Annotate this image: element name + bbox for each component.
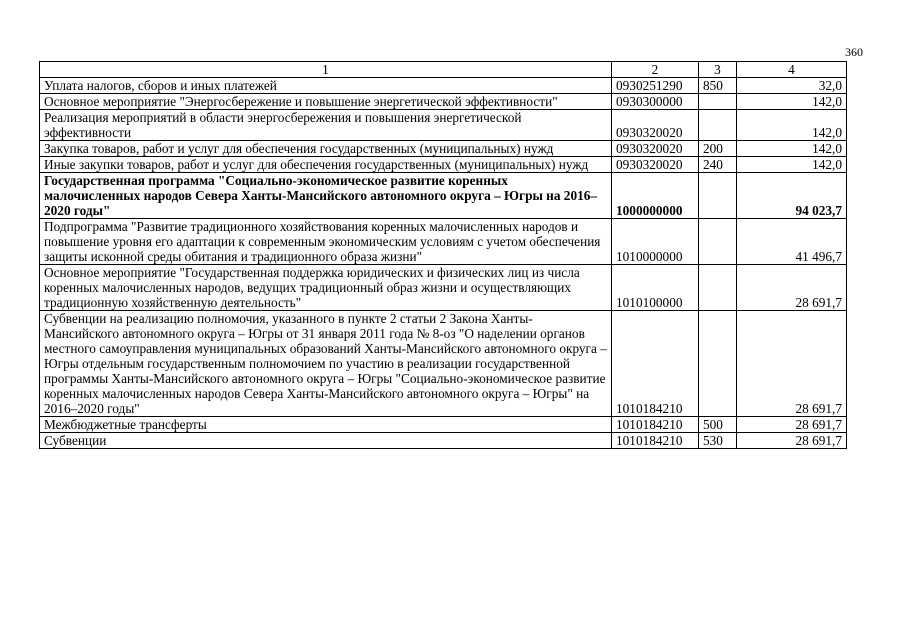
table-row — [40, 78, 847, 94]
expense-type-cell: 200 — [699, 141, 737, 157]
name-cell: Основное мероприятие "Энергосбережение и повышение энергетической эффективности" — [40, 94, 612, 110]
amount-cell: 94 023,7 — [737, 173, 847, 219]
header-row — [40, 62, 847, 78]
expense-type-cell: 500 — [699, 417, 737, 433]
table-row — [40, 94, 847, 110]
amount-cell: 28 691,7 — [737, 433, 847, 449]
code-cell: 0930320020 — [612, 157, 699, 173]
name-cell: Субвенции на реализацию полномочия, указанного в пункте 2 статьи 2 Закона Ханты-Мансийского автономного округа – Югры от 31 января 2011 года № 8-оз "О наделении органов местного самоуправления муниципальных образований Ханты-Мансийского автономного округа – Югры отдельным государственным полномочием по участию в реализации государственной программы Ханты-Мансийского автономного округа – Югры "Социально-экономическое развитие коренных малочисленных народов Севера Ханты-Мансийского автономного округа – Югры" на 2016–2020 годы" — [40, 311, 612, 417]
code-cell: 0930320020 — [612, 110, 699, 141]
expense-type-cell — [699, 173, 737, 219]
header-cell-2: 2 — [612, 62, 699, 78]
expense-type-cell: 850 — [699, 78, 737, 94]
table-row — [40, 433, 847, 449]
amount-cell: 41 496,7 — [737, 219, 847, 265]
name-cell: Государственная программа "Социально-экономическое развитие коренных малочисленных народов Севера Ханты-Мансийского автономного округа – Югры на 2016–2020 годы" — [40, 173, 612, 219]
header-cell-4: 4 — [737, 62, 847, 78]
code-cell: 1010184210 — [612, 417, 699, 433]
table-row — [40, 265, 847, 311]
amount-cell: 142,0 — [737, 157, 847, 173]
expense-type-cell — [699, 265, 737, 311]
code-cell: 1010100000 — [612, 265, 699, 311]
name-cell: Подпрограмма "Развитие традиционного хозяйствования коренных малочисленных народов и повышение уровня его адаптации к современным экономическим условиям с учетом обеспечения защиты исконной среды обитания и традиционного образа жизни" — [40, 219, 612, 265]
page-number: 360 — [845, 45, 863, 59]
code-cell: 1010000000 — [612, 219, 699, 265]
name-cell: Реализация мероприятий в области энергосбережения и повышения энергетической эффективности — [40, 110, 612, 141]
expense-type-cell: 530 — [699, 433, 737, 449]
code-cell: 0930300000 — [612, 94, 699, 110]
table-row — [40, 157, 847, 173]
amount-cell: 32,0 — [737, 78, 847, 94]
name-cell: Уплата налогов, сборов и иных платежей — [40, 78, 612, 94]
amount-cell: 142,0 — [737, 94, 847, 110]
table-row — [40, 417, 847, 433]
name-cell: Иные закупки товаров, работ и услуг для обеспечения государственных (муниципальных) нужд — [40, 157, 612, 173]
expense-type-cell — [699, 219, 737, 265]
table-row — [40, 311, 847, 417]
name-cell: Основное мероприятие "Государственная поддержка юридических и физических лиц из числа коренных малочисленных народов, ведущих традиционный образ жизни и осуществляющих традиционную хозяйственную деятельность" — [40, 265, 612, 311]
expense-type-cell: 240 — [699, 157, 737, 173]
budget-table — [39, 61, 847, 449]
code-cell: 1010184210 — [612, 433, 699, 449]
amount-cell: 142,0 — [737, 110, 847, 141]
expense-type-cell — [699, 94, 737, 110]
table-row — [40, 141, 847, 157]
name-cell: Межбюджетные трансферты — [40, 417, 612, 433]
header-cell-1: 1 — [40, 62, 612, 78]
code-cell: 0930251290 — [612, 78, 699, 94]
amount-cell: 28 691,7 — [737, 265, 847, 311]
expense-type-cell — [699, 110, 737, 141]
name-cell: Закупка товаров, работ и услуг для обеспечения государственных (муниципальных) нужд — [40, 141, 612, 157]
code-cell: 0930320020 — [612, 141, 699, 157]
table-row — [40, 219, 847, 265]
table-row — [40, 110, 847, 141]
amount-cell: 142,0 — [737, 141, 847, 157]
name-cell: Субвенции — [40, 433, 612, 449]
table-row — [40, 173, 847, 219]
amount-cell: 28 691,7 — [737, 311, 847, 417]
amount-cell: 28 691,7 — [737, 417, 847, 433]
code-cell: 1010184210 — [612, 311, 699, 417]
code-cell: 1000000000 — [612, 173, 699, 219]
expense-type-cell — [699, 311, 737, 417]
header-cell-3: 3 — [699, 62, 737, 78]
